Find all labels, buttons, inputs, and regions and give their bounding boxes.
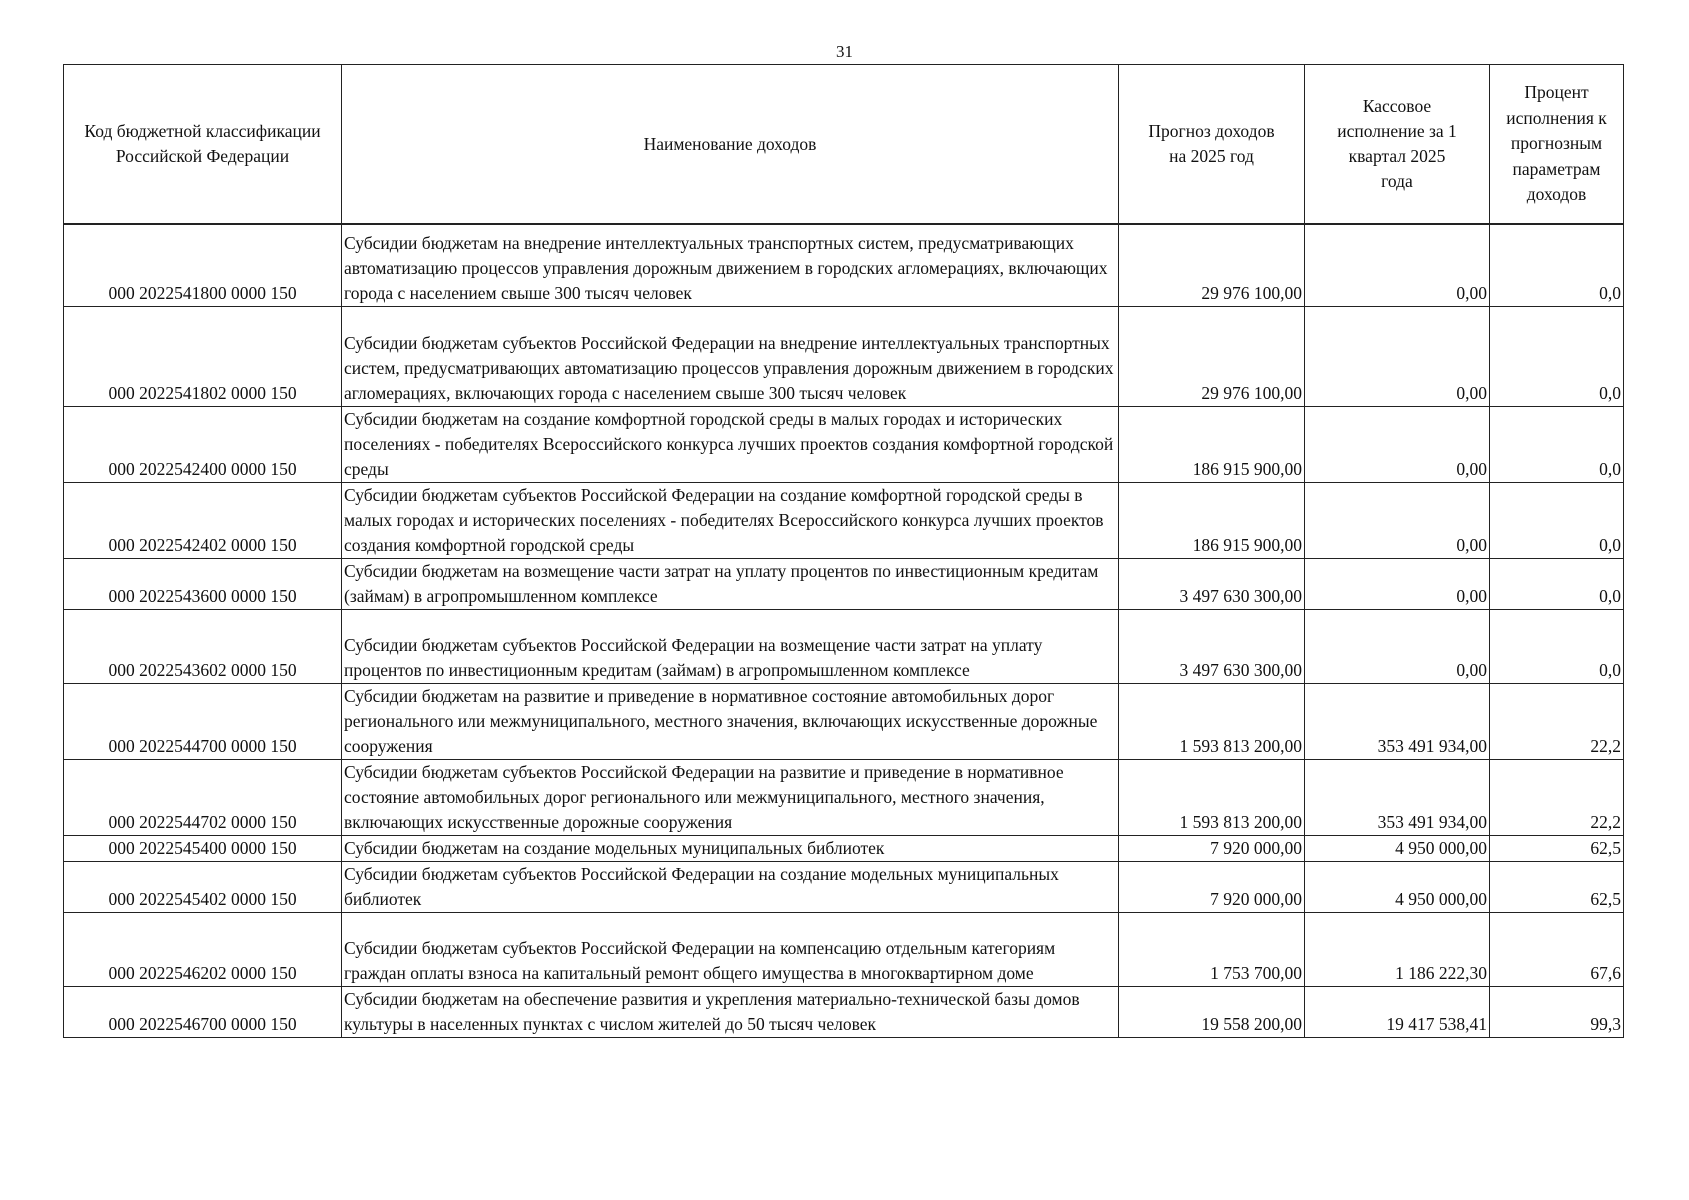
table-row <box>64 406 1624 482</box>
row-code: 000 2022541800 0000 150 <box>64 224 342 306</box>
row-forecast: 19 558 200,00 <box>1119 986 1305 1037</box>
row-income-name: Субсидии бюджетам субъектов Российской Федерации на компенсацию отдельным категориям граждан оплаты взноса на капитальный ремонт общего имущества в многоквартирном доме <box>342 912 1119 986</box>
row-cash-execution: 0,00 <box>1305 609 1490 683</box>
table-row <box>64 609 1624 683</box>
row-forecast: 186 915 900,00 <box>1119 482 1305 558</box>
row-income-name: Субсидии бюджетам субъектов Российской Федерации на создание комфортной городской среды в малых городах и исторических поселениях - победителях Всероссийского конкурса лучших проектов создания комфортной городской среды <box>342 482 1119 558</box>
header-cash: Кассовое исполнение за 1 квартал 2025 года <box>1305 65 1490 225</box>
row-code: 000 2022544702 0000 150 <box>64 759 342 835</box>
table-row <box>64 306 1624 406</box>
table-row <box>64 224 1624 306</box>
row-percent: 62,5 <box>1490 835 1624 861</box>
page-number: 31 <box>836 42 853 61</box>
row-cash-execution: 0,00 <box>1305 406 1490 482</box>
row-code: 000 2022543600 0000 150 <box>64 558 342 609</box>
row-cash-execution: 353 491 934,00 <box>1305 683 1490 759</box>
row-percent: 22,2 <box>1490 759 1624 835</box>
row-forecast: 29 976 100,00 <box>1119 306 1305 406</box>
row-income-name: Субсидии бюджетам на обеспечение развития и укрепления материально-технической базы домов культуры в населенных пунктах с числом жителей до 50 тысяч человек <box>342 986 1119 1037</box>
row-code: 000 2022545400 0000 150 <box>64 835 342 861</box>
row-forecast: 1 593 813 200,00 <box>1119 683 1305 759</box>
row-forecast: 1 753 700,00 <box>1119 912 1305 986</box>
row-forecast: 7 920 000,00 <box>1119 861 1305 912</box>
row-income-name: Субсидии бюджетам на возмещение части затрат на уплату процентов по инвестиционным кредитам (займам) в агропромышленном комплексе <box>342 558 1119 609</box>
row-income-name: Субсидии бюджетам субъектов Российской Федерации на возмещение части затрат на уплату процентов по инвестиционным кредитам (займам) в агропромышленном комплексе <box>342 609 1119 683</box>
row-code: 000 2022541802 0000 150 <box>64 306 342 406</box>
row-percent: 0,0 <box>1490 306 1624 406</box>
row-percent: 0,0 <box>1490 406 1624 482</box>
row-forecast: 29 976 100,00 <box>1119 224 1305 306</box>
row-cash-execution: 353 491 934,00 <box>1305 759 1490 835</box>
row-forecast: 186 915 900,00 <box>1119 406 1305 482</box>
row-income-name: Субсидии бюджетам субъектов Российской Федерации на создание модельных муниципальных библиотек <box>342 861 1119 912</box>
row-percent: 67,6 <box>1490 912 1624 986</box>
header-forecast: Прогноз доходов на 2025 год <box>1119 65 1305 225</box>
row-forecast: 3 497 630 300,00 <box>1119 558 1305 609</box>
row-percent: 99,3 <box>1490 986 1624 1037</box>
table-header-row <box>64 65 1624 225</box>
row-forecast: 3 497 630 300,00 <box>1119 609 1305 683</box>
row-forecast: 7 920 000,00 <box>1119 835 1305 861</box>
row-code: 000 2022545402 0000 150 <box>64 861 342 912</box>
header-name: Наименование доходов <box>342 65 1119 225</box>
table-body <box>64 224 1624 1037</box>
row-income-name: Субсидии бюджетам на создание комфортной городской среды в малых городах и исторических поселениях - победителях Всероссийского конкурса лучших проектов создания комфортной городской среды <box>342 406 1119 482</box>
row-percent: 0,0 <box>1490 482 1624 558</box>
table-row <box>64 558 1624 609</box>
row-percent: 0,0 <box>1490 609 1624 683</box>
row-cash-execution: 0,00 <box>1305 482 1490 558</box>
row-percent: 0,0 <box>1490 558 1624 609</box>
row-code: 000 2022544700 0000 150 <box>64 683 342 759</box>
row-percent: 22,2 <box>1490 683 1624 759</box>
table-row <box>64 759 1624 835</box>
budget-revenue-table <box>63 64 1624 1038</box>
row-income-name: Субсидии бюджетам на развитие и приведение в нормативное состояние автомобильных дорог регионального или межмуниципального, местного значения, включающих искусственные дорожные сооружения <box>342 683 1119 759</box>
row-code: 000 2022542402 0000 150 <box>64 482 342 558</box>
row-code: 000 2022546202 0000 150 <box>64 912 342 986</box>
table-row <box>64 986 1624 1037</box>
row-cash-execution: 4 950 000,00 <box>1305 861 1490 912</box>
row-percent: 62,5 <box>1490 861 1624 912</box>
header-percent: Процент исполнения к прогнозным параметрам доходов <box>1490 65 1624 225</box>
row-cash-execution: 19 417 538,41 <box>1305 986 1490 1037</box>
row-code: 000 2022543602 0000 150 <box>64 609 342 683</box>
row-income-name: Субсидии бюджетам на внедрение интеллектуальных транспортных систем, предусматривающих автоматизацию процессов управления дорожным движением в городских агломерациях, включающих города с населением свыше 300 тысяч человек <box>342 224 1119 306</box>
row-forecast: 1 593 813 200,00 <box>1119 759 1305 835</box>
table-row <box>64 683 1624 759</box>
row-cash-execution: 0,00 <box>1305 558 1490 609</box>
row-income-name: Субсидии бюджетам на создание модельных муниципальных библиотек <box>342 835 1119 861</box>
row-percent: 0,0 <box>1490 224 1624 306</box>
row-cash-execution: 4 950 000,00 <box>1305 835 1490 861</box>
table-row <box>64 861 1624 912</box>
table-row <box>64 835 1624 861</box>
row-cash-execution: 0,00 <box>1305 306 1490 406</box>
table-row <box>64 912 1624 986</box>
row-cash-execution: 1 186 222,30 <box>1305 912 1490 986</box>
row-cash-execution: 0,00 <box>1305 224 1490 306</box>
row-code: 000 2022546700 0000 150 <box>64 986 342 1037</box>
table-row <box>64 482 1624 558</box>
header-code: Код бюджетной классификации Российской Федерации <box>64 65 342 225</box>
row-income-name: Субсидии бюджетам субъектов Российской Федерации на развитие и приведение в нормативное состояние автомобильных дорог регионального или межмуниципального, местного значения, включающих искусственные дорожные сооружения <box>342 759 1119 835</box>
row-code: 000 2022542400 0000 150 <box>64 406 342 482</box>
row-income-name: Субсидии бюджетам субъектов Российской Федерации на внедрение интеллектуальных транспортных систем, предусматривающих автоматизацию процессов управления дорожным движением в городских агломерациях, включающих города с населением свыше 300 тысяч человек <box>342 306 1119 406</box>
